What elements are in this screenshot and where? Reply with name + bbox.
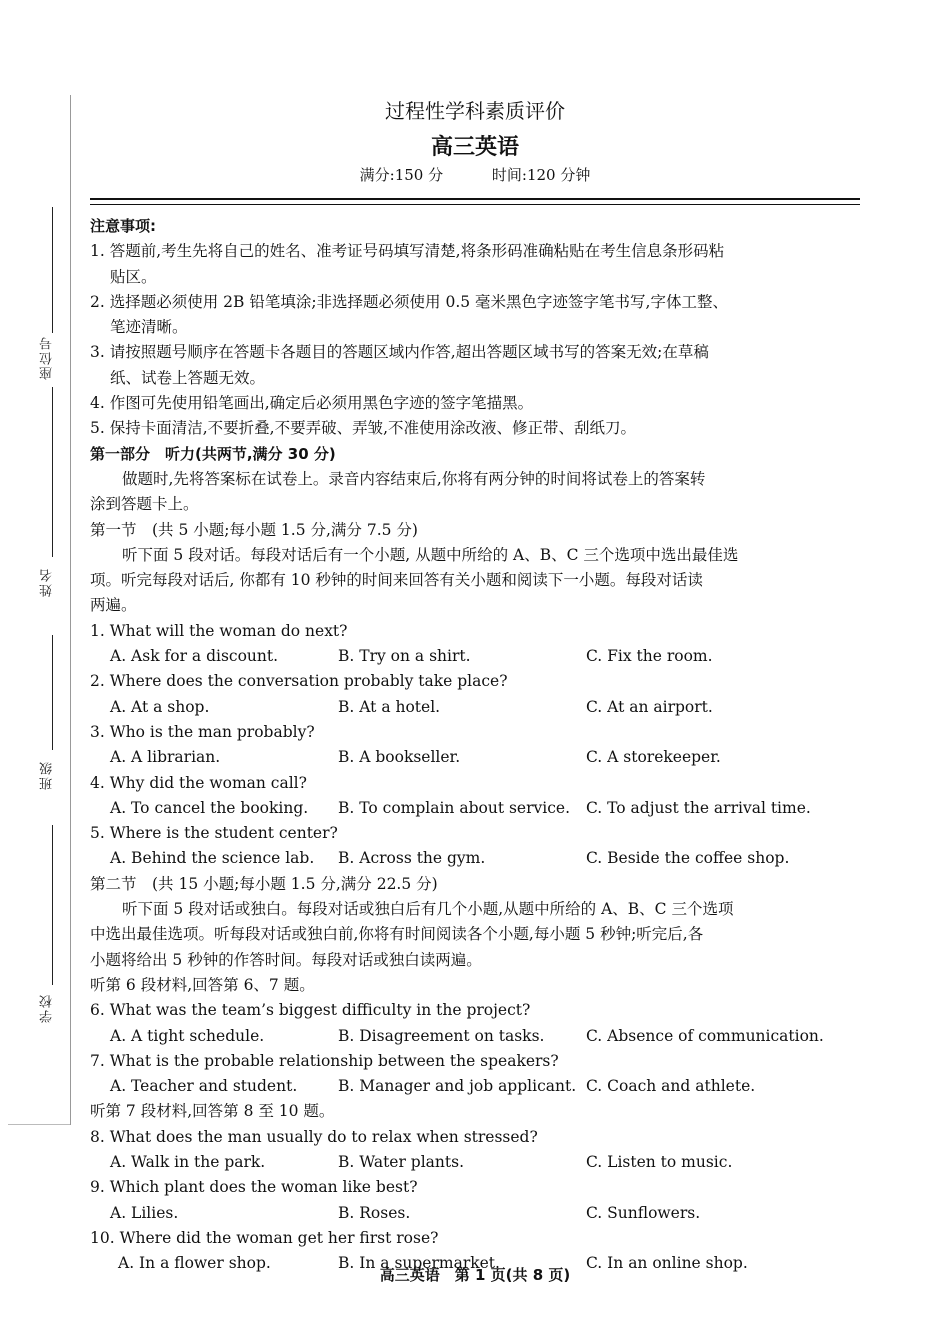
margin-border bbox=[70, 95, 71, 1125]
notice-item-3: 3. 请按照题号顺序在答题卡各题目的答题区域内作答,超出答题区域书写的答案无效;在草稿 bbox=[90, 343, 709, 362]
option-b: B. Try on a shirt. bbox=[338, 647, 471, 666]
section1-instructions-cont: 项。听完每段对话后, 你都有 10 秒钟的时间来回答有关小题和阅读下一小题。每段对话读 bbox=[90, 571, 703, 590]
option-a: A. At a shop. bbox=[110, 697, 210, 716]
question-7-options bbox=[90, 1074, 862, 1099]
question-5-options bbox=[90, 846, 862, 871]
question-1: 1. What will the woman do next? bbox=[90, 621, 348, 640]
margin-line bbox=[52, 207, 53, 333]
question-1-options bbox=[90, 644, 862, 669]
question-10: 10. Where did the woman get her first rose? bbox=[90, 1228, 439, 1247]
seat-number-label: 座位号 bbox=[40, 335, 55, 380]
question-9: 9. Which plant does the woman like best? bbox=[90, 1178, 418, 1197]
header-rule-thin bbox=[90, 204, 860, 205]
option-b: B. In a supermarket. bbox=[338, 1254, 500, 1273]
section1-instructions: 听下面 5 段对话。每段对话后有一个小题, 从题中所给的 A、B、C 三个选项中选出最佳选 bbox=[122, 545, 739, 564]
material-7-heading: 听第 7 段材料,回答第 8 至 10 题。 bbox=[90, 1102, 335, 1121]
exam-subtitle: 过程性学科素质评价 bbox=[385, 99, 565, 123]
header-rule bbox=[90, 198, 860, 200]
full-score: 满分:150 分 bbox=[359, 166, 444, 184]
option-c: C. To adjust the arrival time. bbox=[586, 798, 811, 817]
option-c: C. A storekeeper. bbox=[586, 748, 721, 767]
question-6-options bbox=[90, 1024, 862, 1049]
option-a: A. Teacher and student. bbox=[110, 1077, 298, 1096]
option-b: B. Water plants. bbox=[338, 1152, 465, 1171]
question-8-options bbox=[90, 1150, 862, 1175]
option-c: C. Coach and athlete. bbox=[586, 1077, 756, 1096]
question-3-options bbox=[90, 745, 862, 770]
option-b: B. To complain about service. bbox=[338, 798, 571, 817]
margin-line bbox=[52, 635, 53, 750]
notice-item-4: 4. 作图可先使用铅笔画出,确定后必须用黑色字迹的签字笔描黑。 bbox=[90, 394, 534, 413]
option-a: A. A librarian. bbox=[110, 748, 221, 767]
notice-item-3-cont: 纸、试卷上答题无效。 bbox=[110, 368, 266, 387]
section1-instructions-end: 两遍。 bbox=[90, 596, 137, 615]
option-b: B. Across the gym. bbox=[338, 849, 486, 868]
section2-heading: 第二节 (共 15 小题;每小题 1.5 分,满分 22.5 分) bbox=[90, 874, 438, 893]
section2-instructions-cont: 中选出最佳选项。听每段对话或独白前,你将有时间阅读各个小题,每小题 5 秒钟;听完后,各 bbox=[90, 925, 704, 944]
option-c: C. Fix the room. bbox=[586, 647, 713, 666]
question-8: 8. What does the man usually do to relax when stressed? bbox=[90, 1127, 538, 1146]
margin-line bbox=[52, 387, 53, 557]
option-b: B. A bookseller. bbox=[338, 748, 461, 767]
part1-heading: 第一部分 听力(共两节,满分 30 分) bbox=[90, 444, 336, 463]
notice-item-5: 5. 保持卡面清洁,不要折叠,不要弄破、弄皱,不准使用涂改液、修正带、刮纸刀。 bbox=[90, 419, 636, 438]
exam-content bbox=[90, 214, 862, 1276]
margin-line bbox=[52, 825, 53, 985]
question-2: 2. Where does the conversation probably take place? bbox=[90, 672, 508, 691]
question-3: 3. Who is the man probably? bbox=[90, 722, 315, 741]
section2-instructions-end: 小题将给出 5 秒钟的作答时间。每段对话或独白读两遍。 bbox=[90, 950, 482, 969]
time-limit: 时间:120 分钟 bbox=[491, 166, 591, 184]
material-6-heading: 听第 6 段材料,回答第 6、7 题。 bbox=[90, 975, 315, 994]
option-a: A. Lilies. bbox=[110, 1203, 179, 1222]
option-a: A. Walk in the park. bbox=[110, 1152, 266, 1171]
option-c: C. Sunflowers. bbox=[586, 1203, 701, 1222]
question-5: 5. Where is the student center? bbox=[90, 824, 338, 843]
option-a: A. Ask for a discount. bbox=[110, 647, 279, 666]
notice-item-1-cont: 贴区。 bbox=[110, 267, 157, 286]
option-a: A. A tight schedule. bbox=[110, 1026, 265, 1045]
notice-heading: 注意事项: bbox=[90, 217, 156, 235]
option-a: A. To cancel the booking. bbox=[110, 798, 309, 817]
notice-item-1: 1. 答题前,考生先将自己的姓名、准考证号码填写清楚,将条形码准确粘贴在考生信息条形码粘 bbox=[90, 242, 725, 261]
option-c: C. In an online shop. bbox=[586, 1254, 748, 1273]
option-c: C. Absence of communication. bbox=[586, 1026, 824, 1045]
question-6: 6. What was the team’s biggest difficulty in the project? bbox=[90, 1001, 531, 1020]
question-9-options bbox=[90, 1201, 862, 1226]
option-b: B. At a hotel. bbox=[338, 697, 441, 716]
part1-intro: 做题时,先将答案标在试卷上。录音内容结束后,你将有两分钟的时间将试卷上的答案转 bbox=[122, 469, 706, 488]
binding-margin bbox=[0, 95, 70, 1125]
class-label: 班级 bbox=[40, 760, 55, 790]
page-footer: 高三英语 第 1 页(共 8 页) bbox=[379, 1266, 571, 1284]
notice-item-2-cont: 笔迹清晰。 bbox=[110, 318, 188, 337]
option-b: B. Roses. bbox=[338, 1203, 411, 1222]
section1-heading: 第一节 (共 5 小题;每小题 1.5 分,满分 7.5 分) bbox=[90, 520, 418, 539]
option-b: B. Manager and job applicant. bbox=[338, 1077, 577, 1096]
option-c: C. At an airport. bbox=[586, 697, 713, 716]
option-c: C. Listen to music. bbox=[586, 1152, 733, 1171]
option-a: A. Behind the science lab. bbox=[110, 849, 315, 868]
exam-title: 高三英语 bbox=[430, 135, 519, 160]
question-4-options bbox=[90, 796, 862, 821]
option-b: B. Disagreement on tasks. bbox=[338, 1026, 545, 1045]
question-4: 4. Why did the woman call? bbox=[90, 773, 307, 792]
notice-item-2: 2. 选择题必须使用 2B 铅笔填涂;非选择题必须使用 0.5 毫米黑色字迹签字笔书写,字体工整、 bbox=[90, 292, 728, 311]
question-2-options bbox=[90, 695, 862, 720]
margin-bottom-border bbox=[8, 1124, 70, 1125]
exam-meta bbox=[90, 164, 860, 185]
option-a: A. In a flower shop. bbox=[118, 1254, 271, 1273]
school-label: 学校 bbox=[40, 993, 55, 1023]
part1-intro-cont: 涂到答题卡上。 bbox=[90, 495, 199, 514]
section2-instructions: 听下面 5 段对话或独白。每段对话或独白后有几个小题,从题中所给的 A、B、C 三个选项 bbox=[122, 900, 734, 919]
question-7: 7. What is the probable relationship between the speakers? bbox=[90, 1051, 559, 1070]
option-c: C. Beside the coffee shop. bbox=[586, 849, 790, 868]
name-label: 姓名 bbox=[40, 567, 55, 597]
